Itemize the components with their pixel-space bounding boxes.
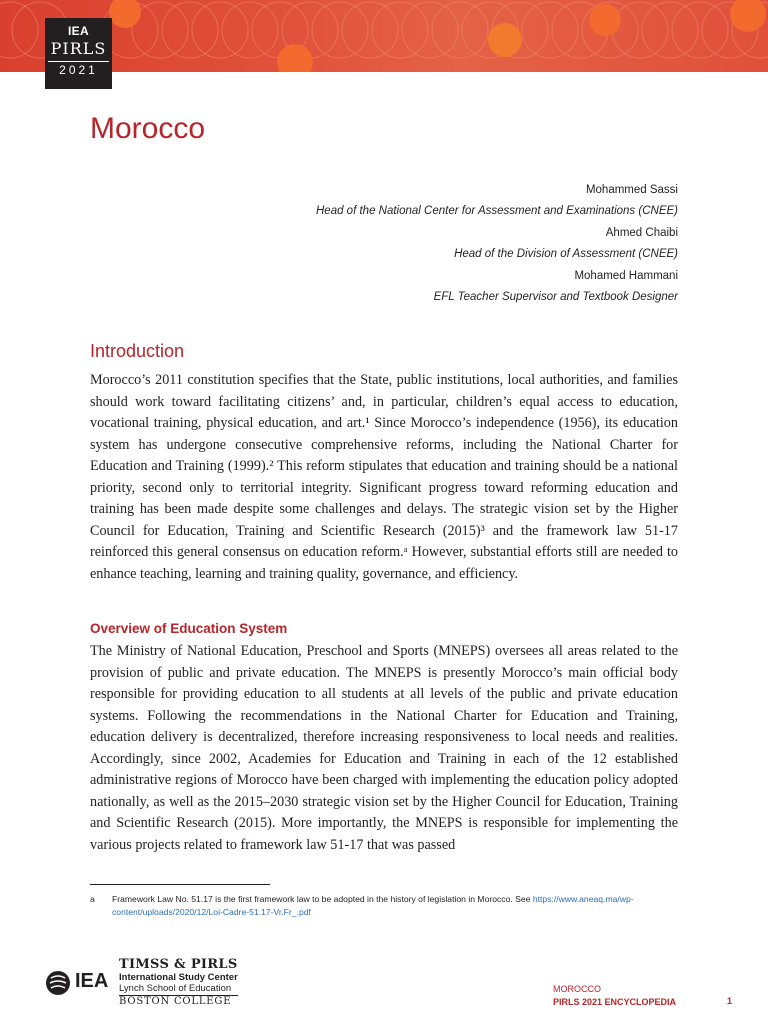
logo-iea-text: IEA bbox=[68, 24, 89, 38]
iea-globe-icon bbox=[45, 970, 71, 996]
footnote-text: Framework Law No. 51.17 is the first framework law to be adopted in the history of legislation in Morocco. See bbox=[112, 894, 533, 904]
page-title: Morocco bbox=[90, 112, 206, 145]
intro-paragraph: Morocco’s 2011 constitution specifies that the State, public institutions, local authorities, and families should work toward facilitating citizens’ and, in particular, children’s equal access to education, vocational training, physical education, and art.¹ Since Morocco’s independence (1956), its education system has undergone consecutive comprehensive reforms, including the National Charter for Education and Training (1999).² This reform stipulates that education and training should be a national priority, second only to territorial integrity. Significant progress toward reforming education and training has been made despite some challenges and delays. The strategic vision set by the Higher Council for Education, Training and Scientific Research (2015)³ and the framework law 51-17 reinforced this general consensus on education reform.ᵃ However, substantial efforts still are needed to enhance teaching, learning and training quality, governance, and efficiency. bbox=[90, 372, 678, 582]
section-heading-introduction: Introduction bbox=[90, 341, 185, 361]
author-role: Head of the Division of Assessment (CNEE) bbox=[454, 248, 678, 260]
subsection-heading-overview: Overview of Education System bbox=[90, 621, 288, 636]
footer-country: MOROCCO bbox=[553, 984, 601, 994]
author-name: Mohammed Sassi bbox=[585, 184, 678, 196]
footnote bbox=[90, 893, 680, 919]
banner-pattern bbox=[0, 0, 768, 72]
footer-encyclopedia: PIRLS 2021 ENCYCLOPEDIA bbox=[553, 997, 677, 1007]
logo-program-text: PIRLS bbox=[50, 39, 107, 58]
logo-year-text: 2021 bbox=[48, 61, 109, 77]
header-banner bbox=[0, 0, 768, 72]
author-list bbox=[178, 183, 678, 304]
footnote-divider bbox=[90, 884, 270, 885]
isc-wordmark bbox=[119, 958, 238, 1008]
overview-paragraph: The Ministry of National Education, Preschool and Sports (MNEPS) oversees all areas related to the provision of public and private education. The MNEPS is presently Morocco’s main official body responsible for providing education to all students at all levels of the public and private education systems. Following the recommendations in the National Charter for Education and Training, education delivery is decentralized, therefore increasing responsiveness to local needs and realities. Accordingly, since 2002, Academies for Education and Training in each of the 12 established administrative regions of Morocco have been charged with implementing the education policy adopted nationally, as well as the 2015–2030 strategic vision set by the Higher Council for Education, Training and Scientific Research (2015). More importantly, the MNEPS is responsible for implementing the various projects related to framework law 51-17 that was passed bbox=[90, 643, 678, 853]
pirls-logo bbox=[45, 18, 112, 89]
author-role: Head of the National Center for Assessment and Examinations (CNEE) bbox=[316, 205, 678, 217]
author-role: EFL Teacher Supervisor and Textbook Designer bbox=[433, 291, 678, 303]
author-name: Mohamed Hammani bbox=[574, 270, 678, 282]
school-name: Lynch School of Education bbox=[119, 983, 232, 994]
college-name: BOSTON COLLEGE bbox=[119, 995, 238, 1008]
footer-iea-text: IEA bbox=[75, 970, 109, 992]
footnote-link-continued[interactable]: content/uploads/2020/12/Loi-Cadre-51.17-Vr.Fr_.pdf bbox=[112, 907, 311, 917]
footnote-marker: a bbox=[90, 894, 95, 904]
author-name: Ahmed Chaibi bbox=[605, 227, 678, 239]
footer-running-head bbox=[553, 983, 676, 1009]
footnote-link[interactable]: https://www.aneaq.ma/wp- bbox=[532, 894, 634, 904]
footer-logo bbox=[45, 958, 245, 1008]
isc-subtitle: International Study Center bbox=[119, 972, 238, 983]
isc-title: TIMSS & PIRLS bbox=[119, 957, 238, 972]
page-number: 1 bbox=[727, 996, 733, 1006]
